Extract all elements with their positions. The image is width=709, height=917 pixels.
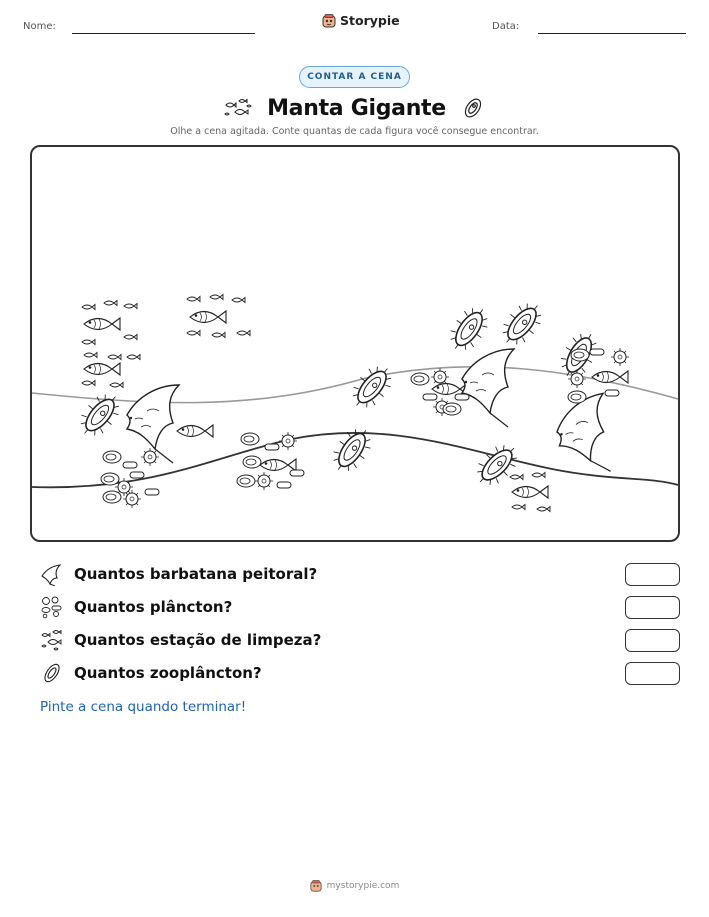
date-line[interactable] — [538, 33, 686, 34]
question-row — [40, 660, 680, 686]
question-row — [40, 594, 680, 620]
plankton-icon — [40, 595, 64, 619]
title-row — [0, 90, 709, 126]
plankton-cluster — [411, 368, 469, 416]
footer-brand — [0, 880, 709, 892]
answer-box[interactable] — [625, 629, 680, 652]
name-line[interactable] — [72, 33, 255, 34]
date-label: Data: — [492, 21, 520, 32]
question-text: Quantos zooplâncton? — [74, 664, 262, 682]
question-text: Quantos plâncton? — [74, 598, 233, 616]
brand-name: Storypie — [340, 13, 400, 28]
zooplankton-icon — [460, 95, 486, 121]
storypie-logo — [322, 13, 400, 28]
cleaning-station-icon — [40, 628, 64, 652]
counting-scene[interactable] — [30, 145, 680, 542]
page-title: Manta Gigante — [267, 95, 446, 121]
question-text: Quantos estação de limpeza? — [74, 631, 322, 649]
question-row — [40, 627, 680, 653]
question-row — [40, 561, 680, 587]
plankton-cluster — [237, 432, 304, 490]
footer-url[interactable]: mystorypie.com — [326, 881, 400, 891]
answer-box[interactable] — [625, 662, 680, 685]
storypie-mascot-icon — [310, 880, 322, 892]
fish-school — [82, 295, 250, 388]
activity-badge: CONTAR A CENA — [299, 66, 410, 88]
question-text: Quantos barbatana peitoral? — [74, 565, 318, 583]
answer-box[interactable] — [625, 596, 680, 619]
color-instruction: Pinte a cena quando terminar! — [40, 699, 247, 715]
answer-box[interactable] — [625, 563, 680, 586]
scene-illustration — [32, 147, 678, 540]
manta-ray-icon — [40, 562, 64, 586]
storypie-mascot-icon — [322, 14, 336, 28]
name-label: Nome: — [23, 21, 56, 32]
instructions-text: Olhe a cena agitada. Conte quantas de cada figura você consegue encontrar. — [170, 126, 539, 137]
cleaning-station-icon — [223, 97, 253, 119]
zooplankton-icon — [40, 661, 64, 685]
